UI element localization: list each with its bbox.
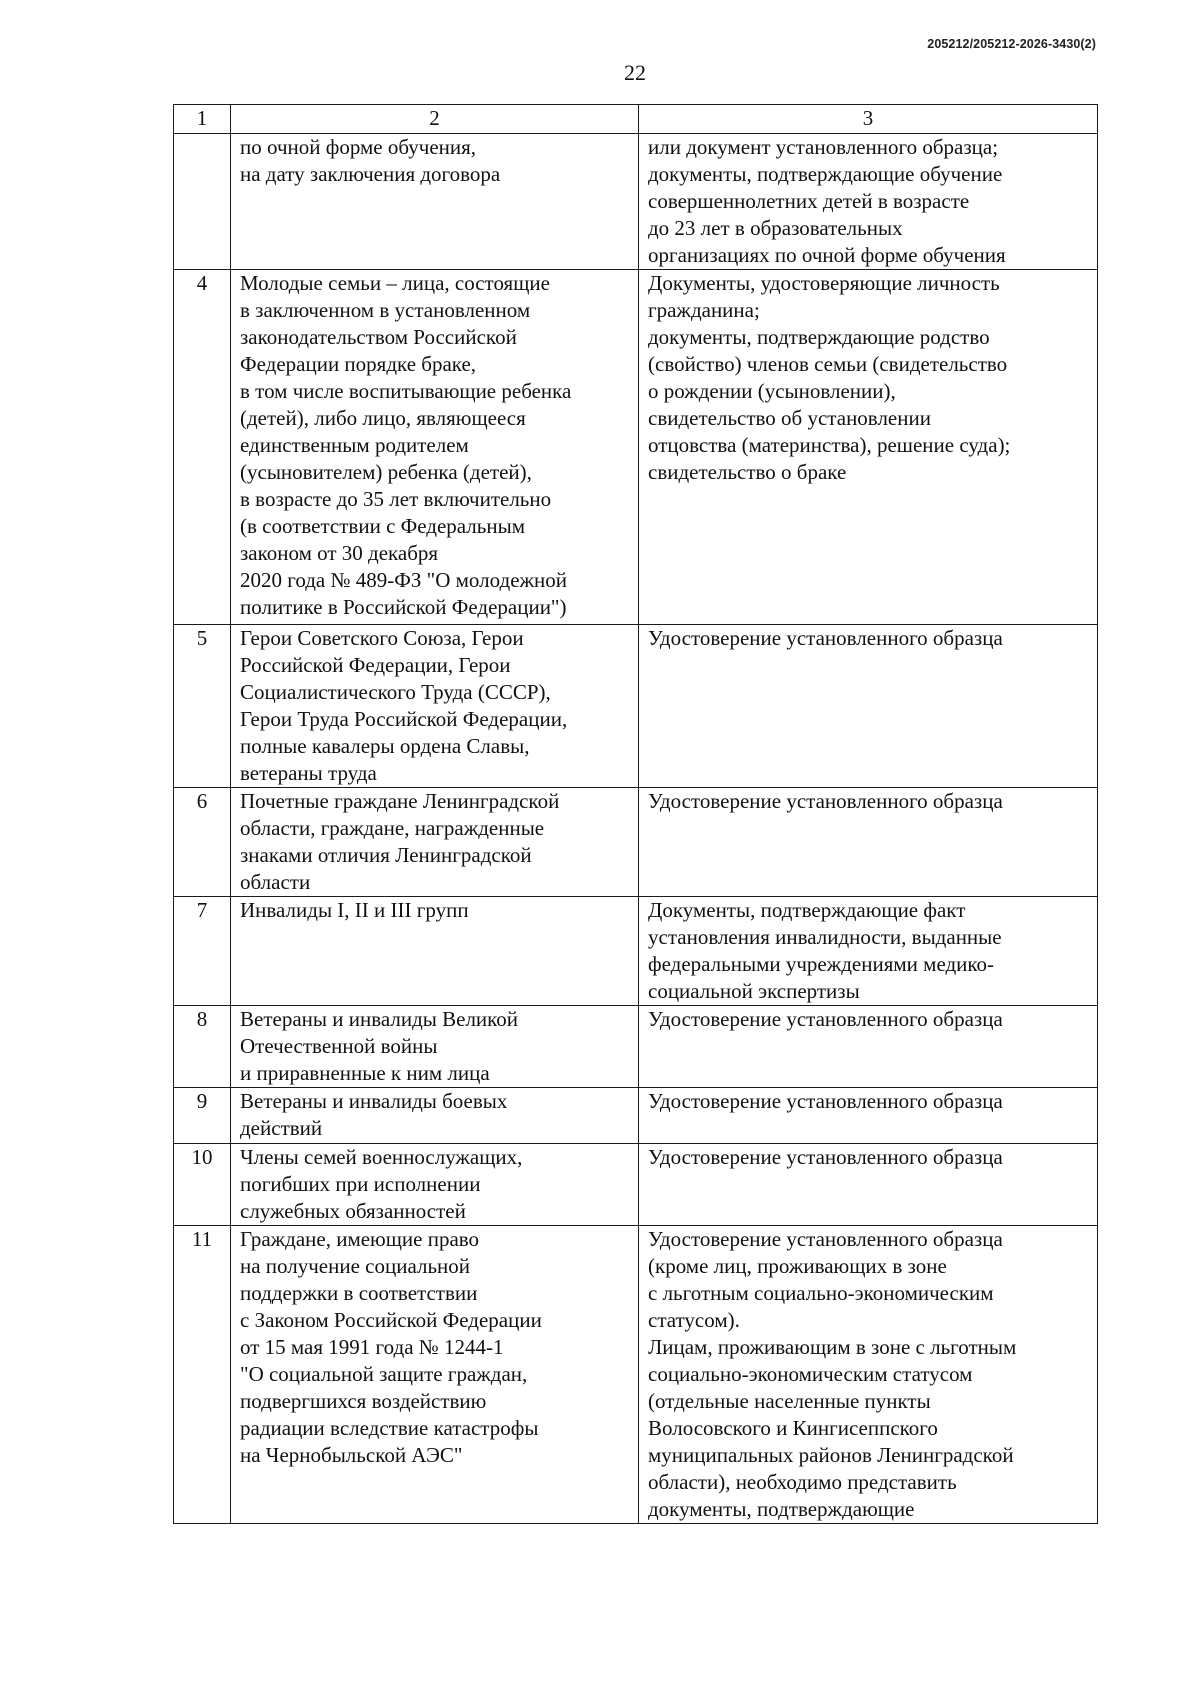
row-number: 10 <box>174 1144 231 1226</box>
documents-cell: Удостоверение установленного образца <box>639 1088 1098 1144</box>
row-number: 4 <box>174 270 231 625</box>
table-row <box>174 897 1098 1006</box>
table-row <box>174 1006 1098 1088</box>
table-row <box>174 270 1098 625</box>
category-cell: Инвалиды I, II и III групп <box>231 897 639 1006</box>
documents-cell: Документы, подтверждающие факт установления инвалидности, выданные федеральными учреждениями медико- социальной экспертизы <box>639 897 1098 1006</box>
document-id: 205212/205212-2026-3430(2) <box>927 37 1096 51</box>
documents-cell: Документы, удостоверяющие личность гражданина; документы, подтверждающие родство (свойство) членов семьи (свидетельство о рождении (усыновлении), свидетельство об установлении отцовства (материнства), решение суда); свидетельство о браке <box>639 270 1098 625</box>
category-cell: по очной форме обучения, на дату заключения договора <box>231 134 639 270</box>
documents-cell: Удостоверение установленного образца (кроме лиц, проживающих в зоне с льготным социально-экономическим статусом). Лицам, проживающим в зоне с льготным социально-экономическим статусом (отдельные населенные пункты Волосовского и Кингисеппского муниципальных районов Ленинградской области), необходимо представить документы, подтверждающие <box>639 1226 1098 1524</box>
documents-cell: Удостоверение установленного образца <box>639 1006 1098 1088</box>
table-row <box>174 625 1098 788</box>
page-number: 22 <box>624 60 646 85</box>
category-cell: Молодые семьи – лица, состоящие в заключенном в установленном законодательством Российской Федерации порядке браке, в том числе воспитывающие ребенка (детей), либо лицо, являющееся единственным родителем (усыновителем) ребенка (детей), в возрасте до 35 лет включительно (в соответствии с Федеральным законом от 30 декабря 2020 года № 489-ФЗ "О молодежной политике в Российской Федерации") <box>231 270 639 625</box>
documents-cell: Удостоверение установленного образца <box>639 1144 1098 1226</box>
row-number: 7 <box>174 897 231 1006</box>
table-row <box>174 1144 1098 1226</box>
category-cell: Граждане, имеющие право на получение социальной поддержки в соответствии с Законом Российской Федерации от 15 мая 1991 года № 1244-1 "О социальной защите граждан, подвергшихся воздействию радиации вследствие катастрофы на Чернобыльской АЭС" <box>231 1226 639 1524</box>
benefits-table <box>173 104 1098 1524</box>
category-cell: Ветераны и инвалиды Великой Отечественной войны и приравненные к ним лица <box>231 1006 639 1088</box>
category-cell: Герои Советского Союза, Герои Российской Федерации, Герои Социалистического Труда (СССР), Герои Труда Российской Федерации, полные кавалеры ордена Славы, ветераны труда <box>231 625 639 788</box>
table-row <box>174 788 1098 897</box>
documents-cell: Удостоверение установленного образца <box>639 625 1098 788</box>
table-row <box>174 134 1098 270</box>
category-cell: Члены семей военнослужащих, погибших при исполнении служебных обязанностей <box>231 1144 639 1226</box>
row-number: 6 <box>174 788 231 897</box>
row-number: 5 <box>174 625 231 788</box>
row-number: 8 <box>174 1006 231 1088</box>
row-number: 11 <box>174 1226 231 1524</box>
header-cell-2: 2 <box>231 105 639 134</box>
documents-cell: Удостоверение установленного образца <box>639 788 1098 897</box>
category-cell: Ветераны и инвалиды боевых действий <box>231 1088 639 1144</box>
row-number <box>174 134 231 270</box>
header-cell-1: 1 <box>174 105 231 134</box>
row-number: 9 <box>174 1088 231 1144</box>
table-header-row <box>174 105 1098 134</box>
table-row <box>174 1226 1098 1524</box>
header-cell-3: 3 <box>639 105 1098 134</box>
documents-cell: или документ установленного образца; документы, подтверждающие обучение совершеннолетних детей в возрасте до 23 лет в образовательных организациях по очной форме обучения <box>639 134 1098 270</box>
table-row <box>174 1088 1098 1144</box>
category-cell: Почетные граждане Ленинградской области, граждане, награжденные знаками отличия Ленинградской области <box>231 788 639 897</box>
